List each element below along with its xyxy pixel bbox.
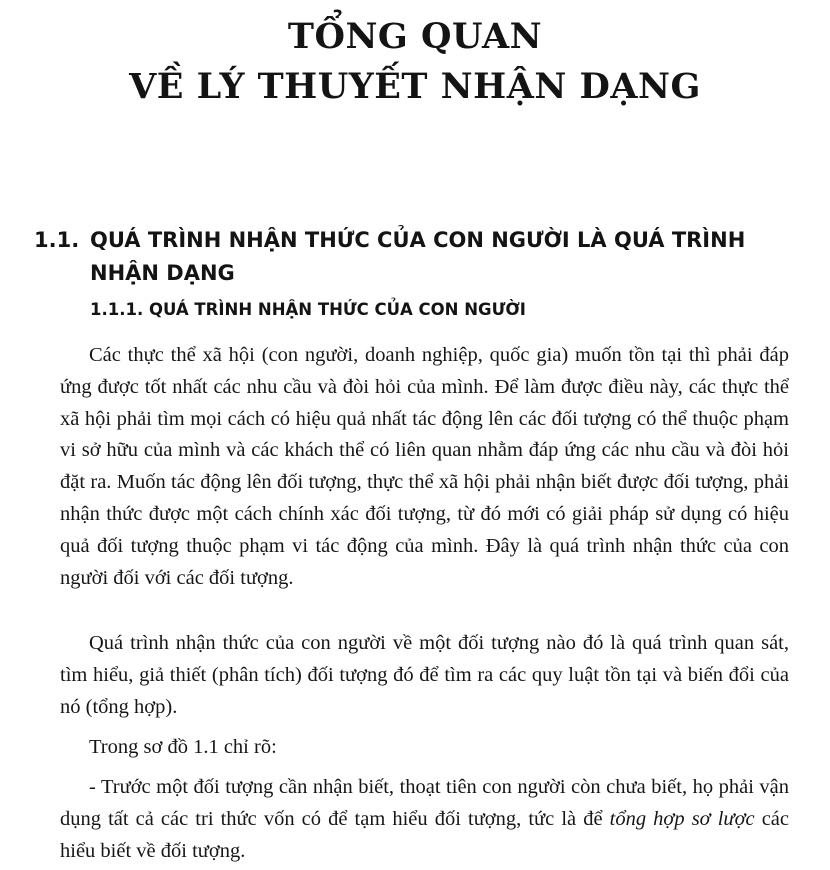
body-paragraph-3: Trong sơ đồ 1.1 chỉ rõ: (89, 736, 277, 758)
subsection-title: 1.1.1. QUÁ TRÌNH NHẬN THỨC CỦA CON NGƯỜI (90, 300, 526, 319)
chapter-title-line-1: TỔNG QUAN (287, 16, 543, 57)
paragraph-4-start: - Trước một đối tượng cần nhận biết, thoạt tiên con người còn chưa biết, họ phải vận dụng tất cả các tri thức vốn có để tạm hiểu đối tượng, tức là để (60, 776, 789, 830)
body-paragraph-4 (60, 772, 789, 867)
chapter-title-line-2: VỀ LÝ THUYẾT NHẬN DẠNG (129, 66, 701, 107)
body-paragraph-1: Các thực thể xã hội (con người, doanh nghiệp, quốc gia) muốn tồn tại thì phải đáp ứng được tốt nhất các nhu cầu và đòi hỏi của mình. Để làm được điều này, các thực thể xã hội phải tìm mọi cách có hiệu quả nhất tác động lên các đối tượng có thể thuộc phạm vi sở hữu của mình và các khách thể có liên quan nhằm đáp ứng các nhu cầu và đòi hỏi đặt ra. Muốn tác động lên đối tượng, thực thể xã hội phải nhận biết được đối tượng, phải nhận thức được một cách chính xác đối tượng, từ đó mới có giải pháp sử dụng có hiệu quả đối tượng thuộc phạm vi tác động của mình. Đây là quá trình nhận thức của con người đối với các đối tượng. (60, 344, 789, 589)
section-title-line-1: QUÁ TRÌNH NHẬN THỨC CỦA CON NGƯỜI LÀ QUÁ TRÌNH (90, 228, 746, 252)
emphasis-text: tổng hợp sơ lược (609, 807, 755, 830)
paragraph-4-end: các hiểu biết về đối tượng. (60, 807, 790, 862)
section-title-line-2: NHẬN DẠNG (90, 261, 235, 285)
body-paragraph-2: Quá trình nhận thức của con người về một đối tượng nào đó là quá trình quan sát, tìm hiểu, giả thiết (phân tích) đối tượng đó để tìm ra các quy luật tồn tại và biến đổi của nó (tổng hợp). (60, 632, 789, 718)
section-number: 1.1. (34, 228, 80, 252)
